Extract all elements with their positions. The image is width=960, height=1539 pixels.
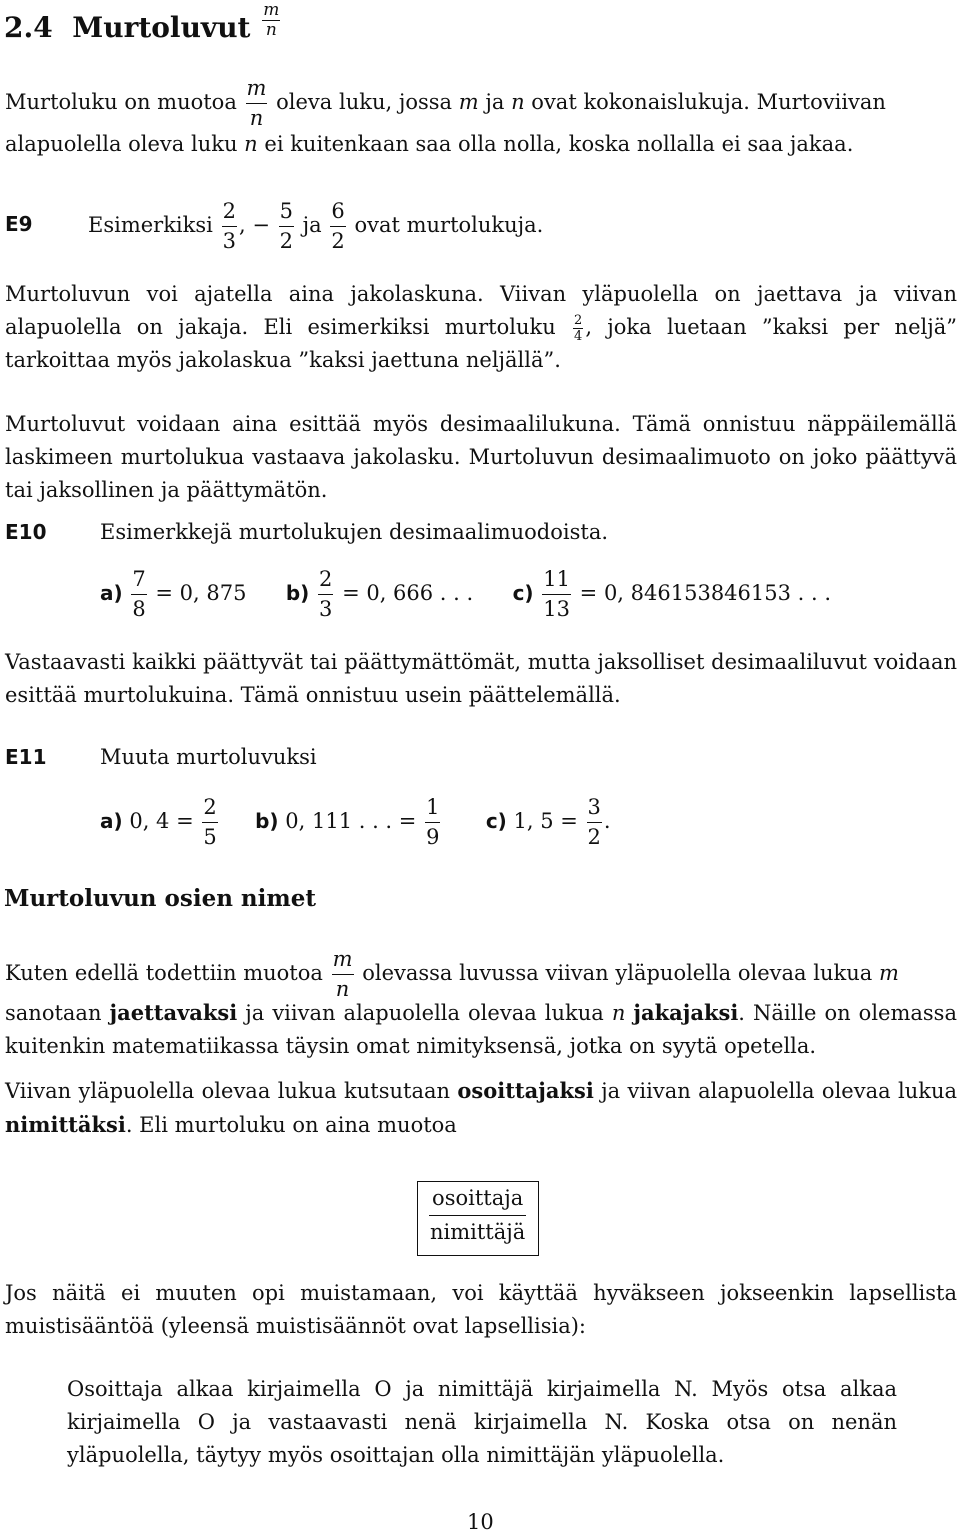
section-heading [4, 2, 282, 45]
example-label-e11: E11 [5, 745, 47, 769]
example-label-e9: E9 [5, 212, 33, 236]
e11-fraction-b: $\frac{1}{9}$ [426, 795, 440, 849]
e10-examples: a) $\frac{7}{8}$ = 0, 875 b) $\frac{2}{3}$ = 0, 666 . . . c) $\frac{11}{13}$ = 0, 846153846153 . . . [100, 567, 832, 621]
example-label-e10: E10 [5, 520, 47, 544]
paragraph-decimal: Murtoluvut voidaan aina esittää myös desimaalilukuna. Tämä onnistuu näppäilemällä laskimeen murtolukua vastaava jakolasku. Murtoluvun desimaalimuoto on joko päättyvä tai jaksollinen ja päättymätön. [5, 412, 957, 502]
e10-fraction-a: $\frac{7}{8}$ [132, 567, 146, 621]
e10-fraction-b: $\frac{2}{3}$ [319, 567, 333, 621]
paragraph-reverse: Vastaavasti kaikki päättyvät tai päättymättömät, mutta jaksolliset desimaaliluvut voidaan esittää murtolukuina. Tämä onnistuu usein päättelemällä. [5, 650, 957, 707]
mnemonic-quote: Osoittaja alkaa kirjaimella O ja nimittäjä kirjaimella N. Myös otsa alkaa kirjaimella O ja vastaavasti nenä kirjaimella N. Koska otsa on nenän yläpuolella, täytyy myös osoittajan olla nimittäjän yläpuolella. [67, 1377, 897, 1467]
page-number: 10 [467, 1510, 494, 1534]
fraction-term-box [417, 1181, 539, 1256]
paragraph-memo: Jos näitä ei muuten opi muistamaan, voi käyttää hyväkseen jokseenkin lapsellista muistisääntöä (yleensä muistisäännöt ovat lapsellisia): [5, 1281, 957, 1338]
subheading: Murtoluvun osien nimet [4, 885, 316, 912]
e11-examples: a) 0, 4 = $\frac{2}{5}$ b) 0, 111 . . . = $\frac{1}{9}$ c) 1, 5 = $\frac{3}{2}$ . [100, 795, 611, 849]
paragraph-terms: Viivan yläpuolella olevaa lukua kutsutaan osoittajaksi ja viivan alapuolella olevaa lukua nimittäksi. Eli murtoluku on aina muotoa [5, 1078, 957, 1137]
e11-fraction-a: $\frac{2}{5}$ [203, 795, 217, 849]
e9-fraction-3: $\frac{6}{2}$ [331, 199, 345, 253]
term-fraction: osoittaja nimittäjä [430, 1186, 526, 1244]
heading-fraction: $\frac{m}{n}$ [263, 0, 280, 40]
e11-fraction-c: $\frac{3}{2}$ [587, 795, 601, 849]
intro-fraction: $\frac{m}{n}$ [246, 76, 267, 130]
intro-line-1: Murtoluku on muotoa $\frac{m}{n}$ oleva luku, jossa m ja n ovat kokonaislukuja. Murtoviivan [5, 76, 886, 130]
paragraph-names-line-1: Kuten edellä todettiin muotoa $\frac{m}{n}$ olevassa luvussa viivan yläpuolella olevaa lukua m [5, 947, 899, 1001]
e11-intro: Muuta murtoluvuksi [100, 745, 317, 769]
e9-fraction-2: $\frac{5}{2}$ [279, 199, 293, 253]
example-e9: Esimerkiksi $\frac{2}{3}$ , − $\frac{5}{2}$ ja $\frac{6}{2}$ ovat murtolukuja. [88, 199, 544, 253]
names-fraction: $\frac{m}{n}$ [332, 947, 353, 1001]
inline-fraction: $\frac{2}{4}$ [574, 313, 583, 344]
e10-intro: Esimerkkejä murtolukujen desimaalimuodoista. [100, 520, 609, 544]
paragraph-division: Murtoluvun voi ajatella aina jakolaskuna. Viivan yläpuolella on jaettava ja viivan alapuolella on jakaja. Eli esimerkiksi murtoluku $\frac{2}{4}$ , joka luetaan ”kaksi per neljä” tarkoittaa myös jakolaskua ”kaksi jaettuna neljällä”. [5, 282, 957, 372]
e9-fraction-1: $\frac{2}{3}$ [222, 199, 236, 253]
paragraph-names: sanotaan jaettavaksi ja viivan alapuolella olevaa lukua n jakajaksi. Näille on olemassa kuitenkin matematiikassa täysin omat nimityksensä, jotka on syytä opetella. [5, 1000, 957, 1058]
e10-fraction-c: $\frac{11}{13}$ [543, 567, 570, 621]
section-number: 2.4 [4, 11, 53, 44]
intro-line-2: alapuolella oleva luku n ei kuitenkaan saa olla nolla, koska nollalla ei saa jakaa. [5, 132, 854, 156]
section-title: Murtoluvut [72, 11, 251, 44]
